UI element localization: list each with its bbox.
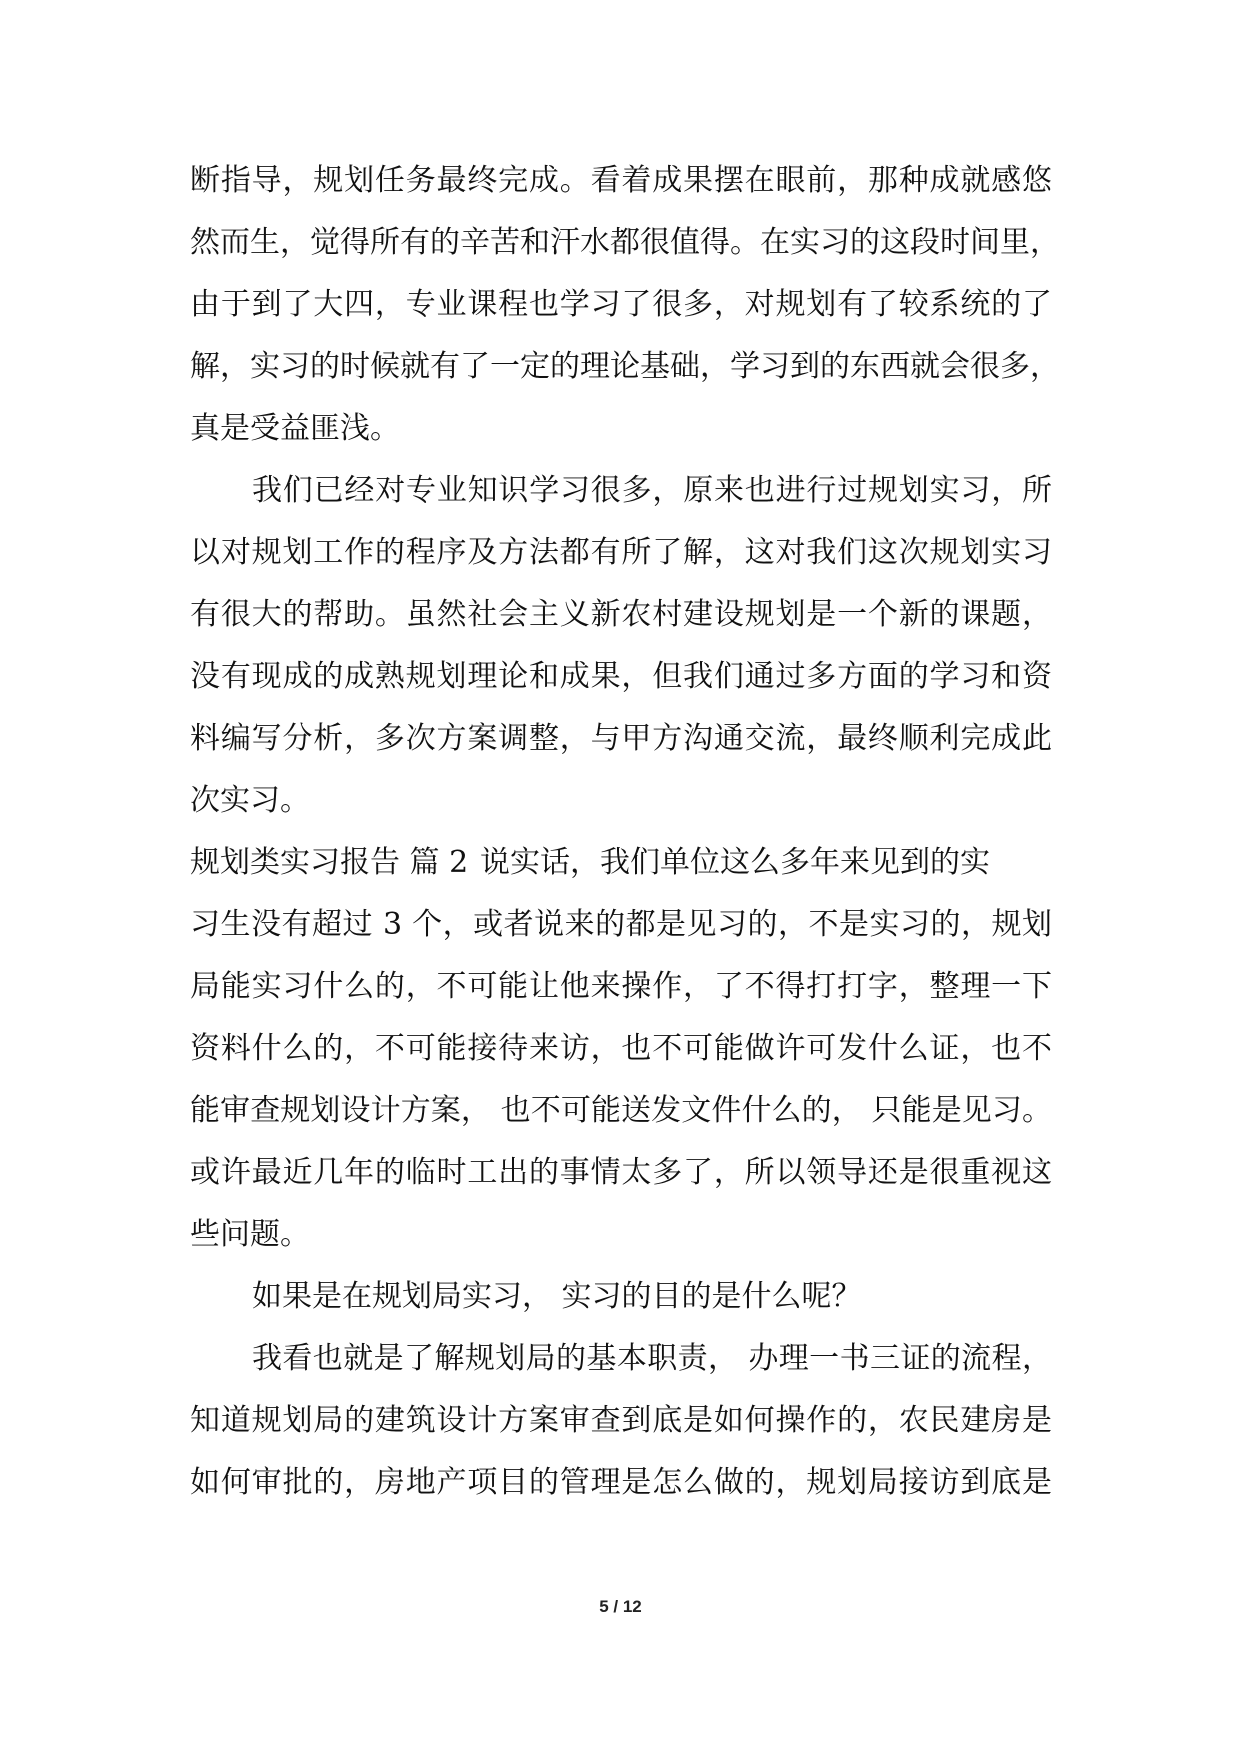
text-line: 由于到了大四，专业课程也学习了很多，对规划有了较系统的了 <box>190 287 1052 322</box>
text-line: 能审查规划设计方案， 也不可能送发文件什么的， 只能是见习。 <box>190 1093 1052 1128</box>
text-line: 断指导，规划任务最终完成。看着成果摆在眼前，那种成就感悠 <box>190 163 1052 198</box>
document-body <box>190 150 1060 1514</box>
text-line: 知道规划局的建筑设计方案审查到底是如何操作的，农民建房是 <box>190 1403 1052 1438</box>
text-line: 有很大的帮助。虽然社会主义新农村建设规划是一个新的课题， <box>190 597 1052 632</box>
section-heading: 规划类实习报告 篇 2 <box>190 845 469 880</box>
section-heading-line <box>190 832 1052 894</box>
text-line: 料编写分析，多次方案调整，与甲方沟通交流，最终顺利完成此 <box>190 721 1052 756</box>
text-line: 没有现成的成熟规划理论和成果，但我们通过多方面的学习和资 <box>190 659 1052 694</box>
text-line: 次实习。 <box>190 783 310 818</box>
text-line: 我们已经对专业知识学习很多，原来也进行过规划实习，所 <box>252 473 1052 508</box>
text-line: 我看也就是了解规划局的基本职责， 办理一书三证的流程， <box>252 1341 1052 1376</box>
text-line: 以对规划工作的程序及方法都有所了解，这对我们这次规划实习 <box>190 535 1052 570</box>
text-line: 局能实习什么的，不可能让他来操作，了不得打打字，整理一下 <box>190 969 1052 1004</box>
text-line: 如果是在规划局实习， 实习的目的是什么呢？ <box>252 1279 862 1314</box>
text-line: 资料什么的，不可能接待来访，也不可能做许可发什么证，也不 <box>190 1031 1052 1066</box>
text-line: 然而生，觉得所有的辛苦和汗水都很值得。在实习的这段时间里， <box>190 225 1060 260</box>
text-line: 或许最近几年的临时工出的事情太多了，所以领导还是很重视这 <box>190 1155 1052 1190</box>
text-line: 如何审批的，房地产项目的管理是怎么做的，规划局接访到底是 <box>190 1465 1052 1500</box>
text-line: 真是受益匪浅。 <box>190 411 400 446</box>
page-number: 5 / 12 <box>599 1597 642 1616</box>
text-line: 些问题。 <box>190 1217 310 1252</box>
text-line: 习生没有超过 3 个，或者说来的都是见习的，不是实习的，规划 <box>190 907 1052 942</box>
text-line: 解，实习的时候就有了一定的理论基础，学习到的东西就会很多， <box>190 349 1060 384</box>
text-line: 说实话，我们单位这么多年来见到的实 <box>480 845 990 880</box>
